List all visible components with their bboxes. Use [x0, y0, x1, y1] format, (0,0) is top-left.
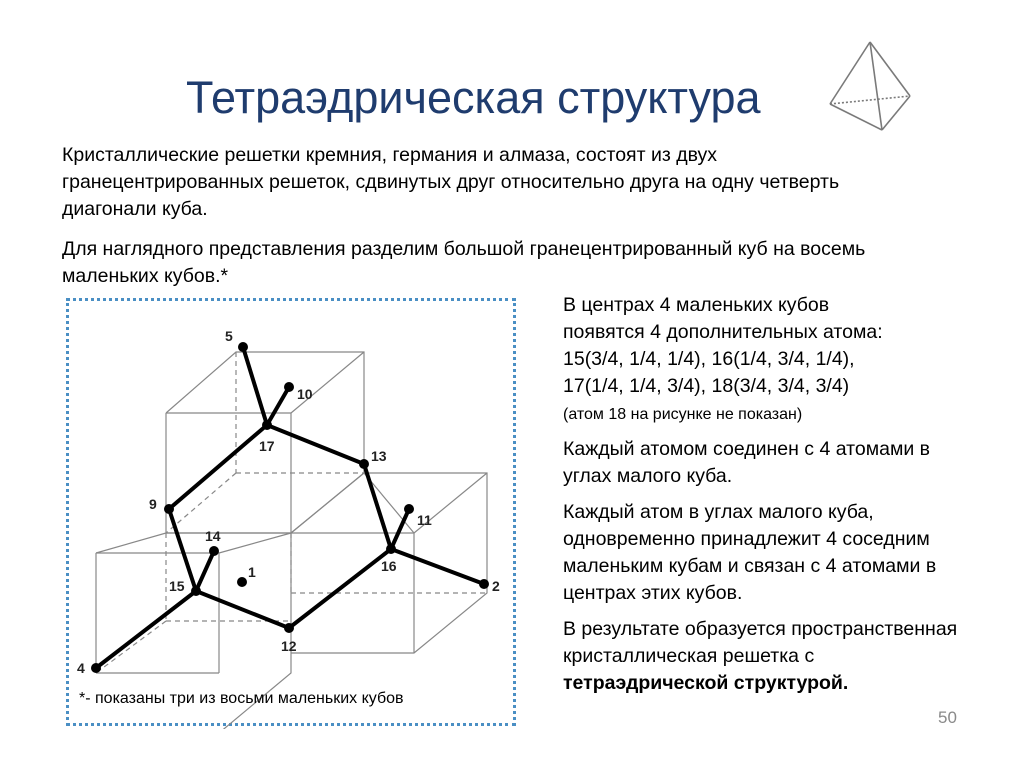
atom-label-15: 15 — [169, 578, 185, 594]
result-text: В результате образуется пространственная кристаллическая решетка с — [563, 618, 958, 667]
atom-label-9: 9 — [149, 496, 157, 512]
lattice-figure — [66, 298, 516, 726]
atom-label-4: 4 — [77, 660, 85, 676]
atom-label-5: 5 — [225, 328, 233, 344]
result-paragraph — [563, 616, 973, 697]
intro-paragraph-2: Для наглядного представления разделим большой гранецентрированный куб на восемь маленьких кубов.* — [62, 238, 866, 287]
atoms-line-1: В центрах 4 маленьких кубов — [563, 294, 830, 316]
atom-label-11: 11 — [417, 512, 432, 528]
bond-paragraph: Каждый атомом соединен с 4 атомами в углах малого куба. — [563, 438, 931, 487]
tetrahedron-icon — [826, 38, 914, 134]
atoms-line-4: 17(1/4, 1/4, 3/4), 18(3/4, 3/4, 3/4) — [563, 375, 850, 397]
diamond-lattice-diagram — [69, 301, 519, 729]
atom-label-17: 17 — [259, 438, 275, 454]
atom-label-1: 1 — [248, 564, 256, 580]
atom-label-14: 14 — [205, 528, 221, 544]
atoms-line-2: появятся 4 дополнительных атома: — [563, 321, 883, 343]
atoms-line-3: 15(3/4, 1/4, 1/4), 16(1/4, 3/4, 1/4), — [563, 348, 855, 370]
atom-label-16: 16 — [381, 558, 397, 574]
atom-label-12: 12 — [281, 638, 297, 654]
atom-label-2: 2 — [492, 578, 500, 594]
atoms-paragraph — [563, 292, 973, 427]
slide-title: Тетраэдрическая структура — [186, 72, 761, 123]
page-number: 50 — [938, 708, 957, 727]
figure-footnote: *- показаны три из восьми маленьких кубов — [79, 690, 404, 707]
atoms-note: (атом 18 на рисунке не показан) — [563, 406, 803, 423]
result-emphasis: тетраэдрической структурой. — [563, 672, 849, 694]
atom-label-10: 10 — [297, 386, 313, 402]
right-text-column — [563, 292, 973, 706]
atom-label-13: 13 — [371, 448, 387, 464]
corner-atom-paragraph: Каждый атом в углах малого куба, одновременно принадлежит 4 соседним маленьким кубам и связан с 4 атомами в центрах этих кубов. — [563, 501, 937, 604]
intro-paragraph-1: Кристаллические решетки кремния, германия и алмаза, состоят из двух гранецентрированных решеток, сдвинутых друг относительно друга на одну четверть диагонали куба. — [62, 144, 840, 220]
